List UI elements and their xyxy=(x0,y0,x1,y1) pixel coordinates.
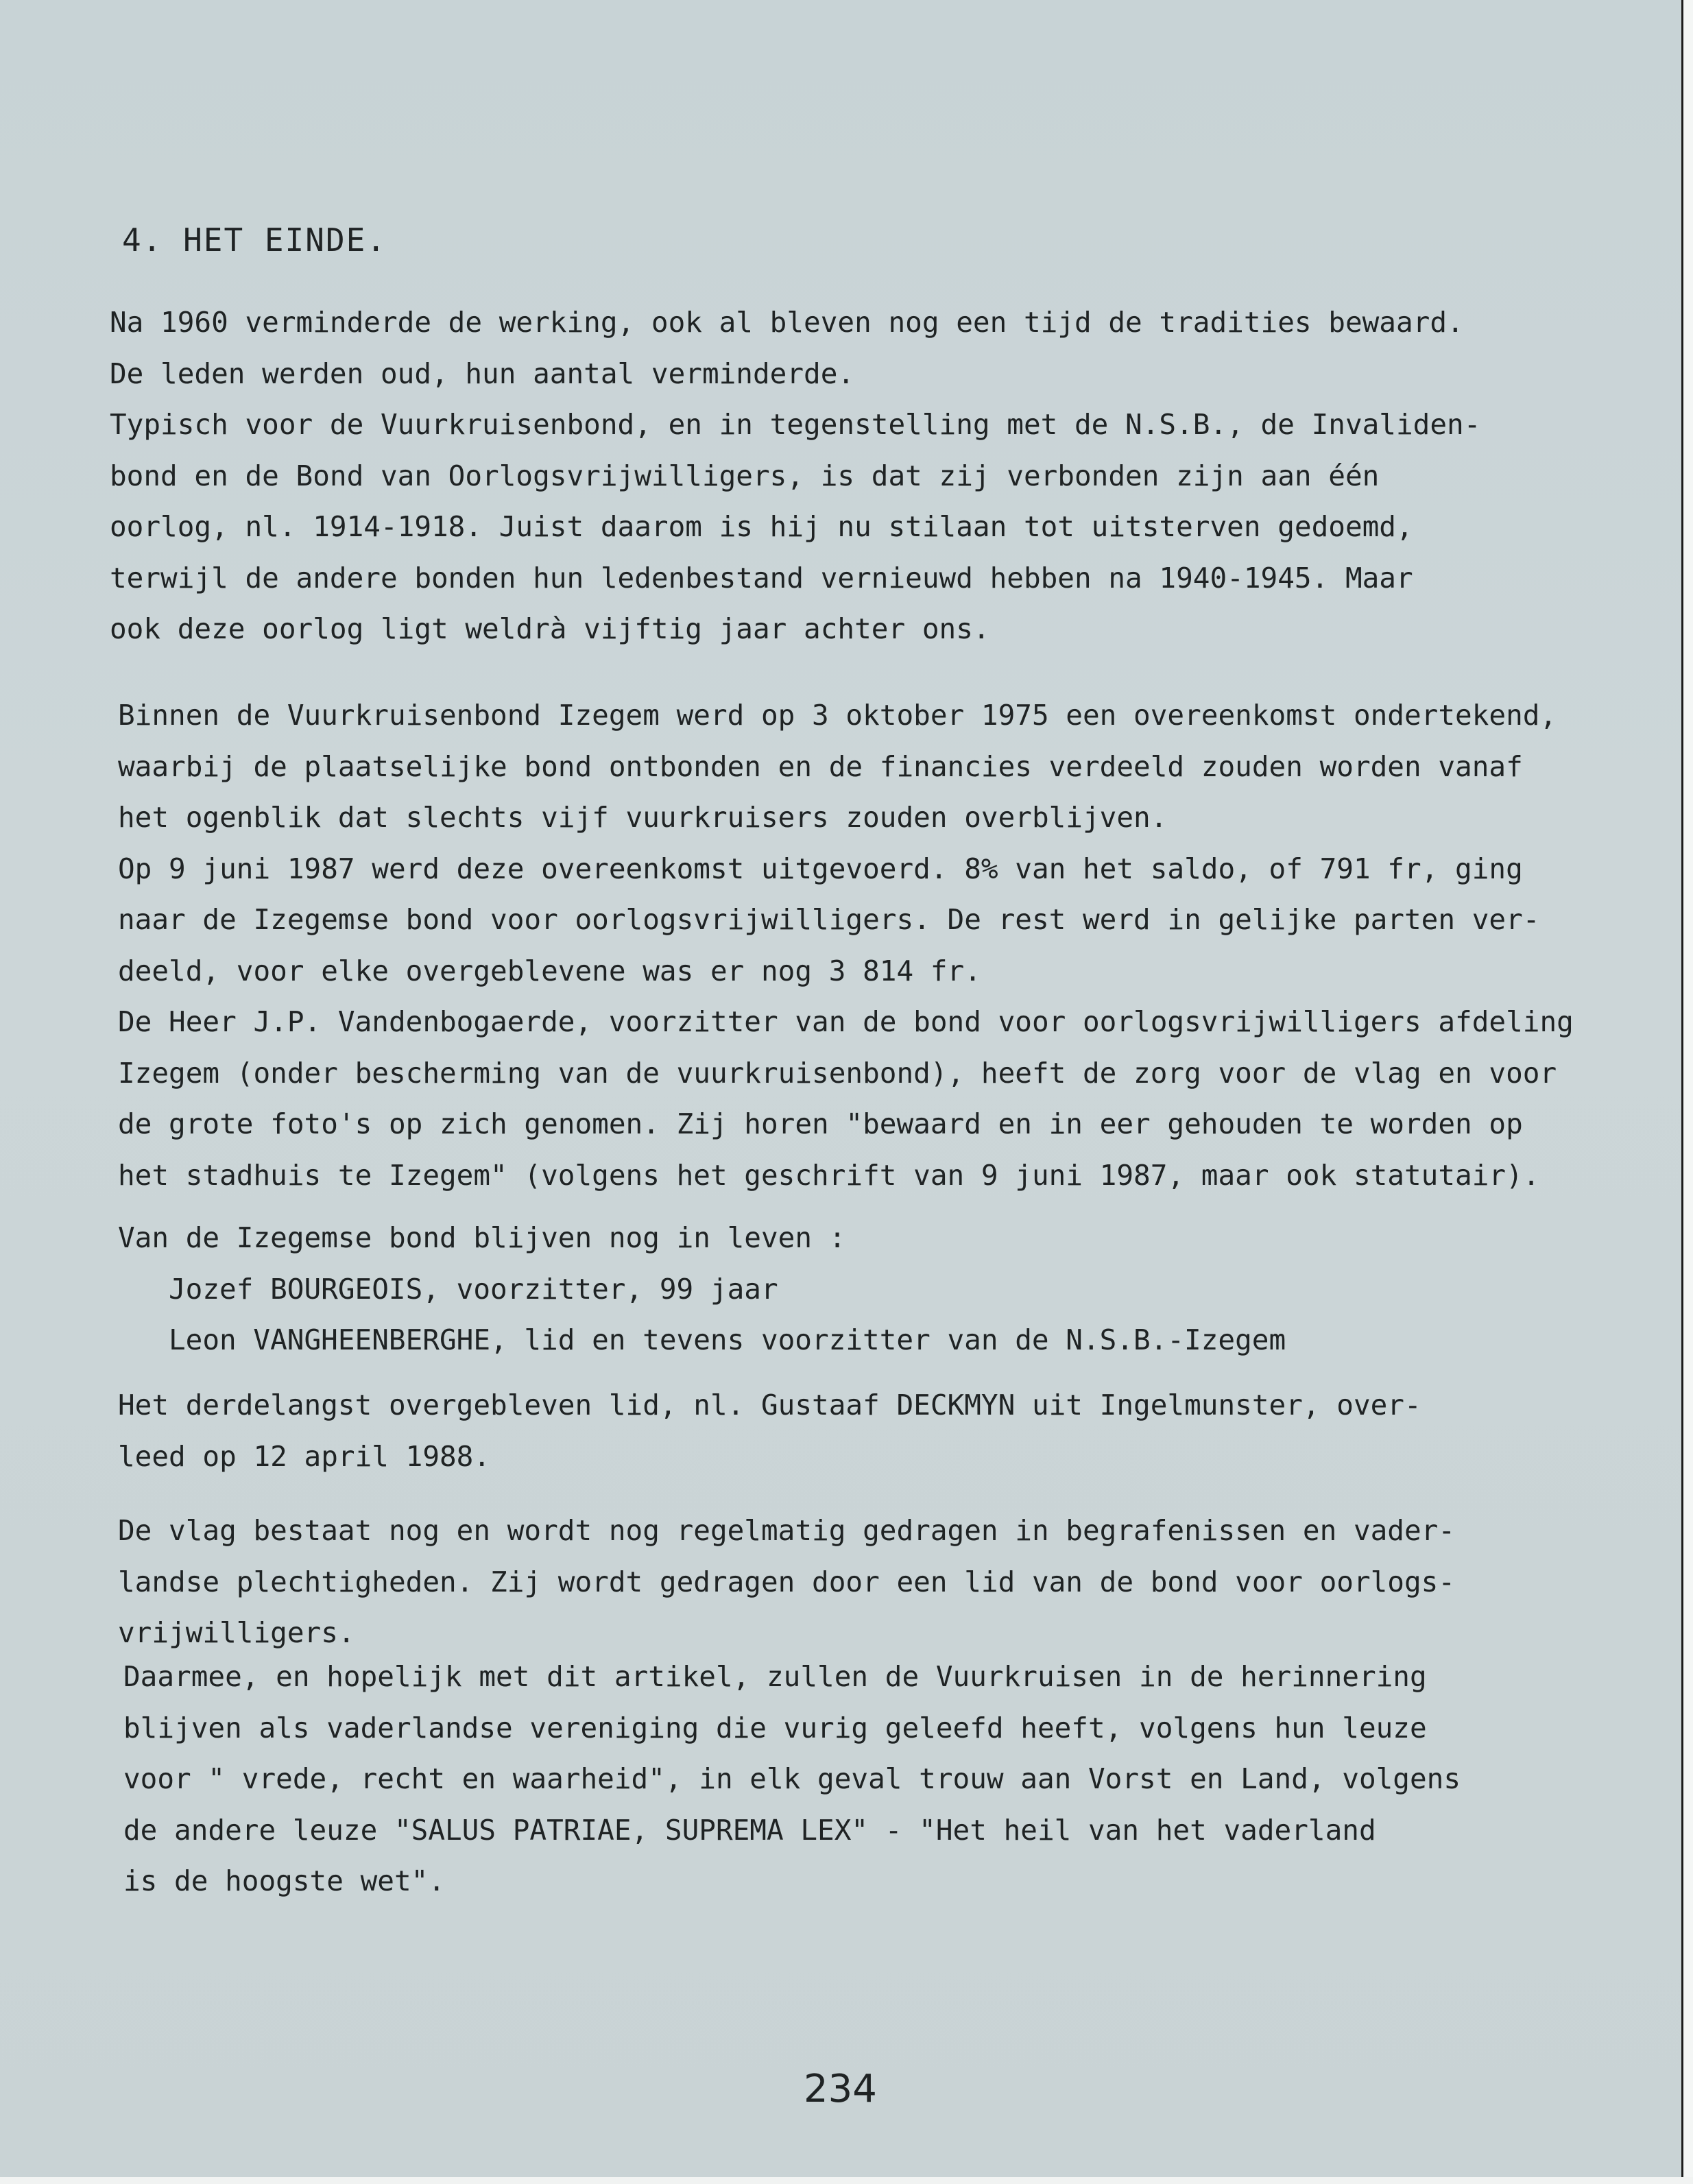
paragraph-closing xyxy=(123,1651,1461,1907)
text-line: Daarmee, en hopelijk met dit artikel, zullen de Vuurkruisen in de herinnering xyxy=(123,1660,1427,1693)
text-line: Typisch voor de Vuurkruisenbond, en in tegenstelling met de N.S.B., de Invaliden- xyxy=(110,408,1481,441)
text-line: is de hoogste wet". xyxy=(123,1864,445,1897)
text-line: het stadhuis te Izegem" (volgens het geschrift van 9 juni 1987, maar ook statutair). xyxy=(118,1158,1540,1192)
text-line: De leden werden oud, hun aantal verminderde. xyxy=(110,357,855,390)
text-line: Na 1960 verminderde de werking, ook al bleven nog een tijd de tradities bewaard. xyxy=(110,306,1464,339)
paragraph-agreement xyxy=(118,690,1574,1201)
text-line: landse plechtigheden. Zij wordt gedragen door een lid van de bond voor oorlogs- xyxy=(118,1565,1456,1598)
text-line: Het derdelangst overgebleven lid, nl. Gustaaf DECKMYN uit Ingelmunster, over- xyxy=(118,1389,1421,1421)
page-edge-bottom xyxy=(0,2177,1693,2184)
page-edge-right xyxy=(1681,0,1693,2184)
text-line: Binnen de Vuurkruisenbond Izegem werd op 3 oktober 1975 een overeenkomst ondertekend, xyxy=(118,699,1557,732)
text-line: De Heer J.P. Vandenbogaerde, voorzitter van de bond voor oorlogsvrijwilligers afdeling xyxy=(118,1005,1574,1038)
text-line: de grote foto's op zich genomen. Zij horen "bewaard en in eer gehouden te worden op xyxy=(118,1107,1523,1140)
text-line: bond en de Bond van Oorlogsvrijwilligers, is dat zij verbonden zijn aan één xyxy=(110,459,1380,492)
text-line: ook deze oorlog ligt weldrà vijftig jaar achter ons. xyxy=(110,612,990,645)
text-line: vrijwilligers. xyxy=(118,1616,355,1649)
text-line: naar de Izegemse bond voor oorlogsvrijwilligers. De rest werd in gelijke parten ver- xyxy=(118,903,1540,936)
text-line: oorlog, nl. 1914-1918. Juist daarom is hij nu stilaan tot uitsterven gedoemd, xyxy=(110,510,1413,543)
text-line: Van de Izegemse bond blijven nog in leven : xyxy=(118,1221,846,1254)
paragraph-decline xyxy=(110,297,1480,655)
text-line: deeld, voor elke overgeblevene was er nog 3 814 fr. xyxy=(118,954,981,987)
survivor-line: Leon VANGHEENBERGHE, lid en tevens voorzitter van de N.S.B.-Izegem xyxy=(169,1323,1286,1356)
text-line: terwijl de andere bonden hun ledenbestand vernieuwd hebben na 1940-1945. Maar xyxy=(110,561,1413,595)
text-line: waarbij de plaatselijke bond ontbonden en de financies verdeeld zouden worden vanaf xyxy=(118,749,1523,783)
survivor-line: Jozef BOURGEOIS, voorzitter, 99 jaar xyxy=(169,1272,778,1306)
text-line: Op 9 juni 1987 werd deze overeenkomst uitgevoerd. 8% van het saldo, of 791 fr, ging xyxy=(118,852,1523,885)
text-line: het ogenblik dat slechts vijf vuurkruisers zouden overblijven. xyxy=(118,801,1168,834)
text-line: voor " vrede, recht en waarheid", in elk geval trouw aan Vorst en Land, volgens xyxy=(123,1762,1461,1795)
text-line: blijven als vaderlandse vereniging die vurig geleefd heeft, volgens hun leuze xyxy=(123,1711,1427,1744)
section-heading: 4. HET EINDE. xyxy=(122,221,387,259)
paragraph-flag xyxy=(118,1505,1455,1659)
text-line: De vlag bestaat nog en wordt nog regelmatig gedragen in begrafenissen en vader- xyxy=(118,1514,1456,1547)
text-line: Izegem (onder bescherming van de vuurkruisenbond), heeft de zorg voor de vlag en voor xyxy=(118,1056,1557,1090)
text-line: leed op 12 april 1988. xyxy=(118,1439,491,1473)
paragraph-survivors xyxy=(118,1212,1286,1366)
text-line: de andere leuze "SALUS PATRIAE, SUPREMA LEX" - "Het heil van het vaderland xyxy=(123,1813,1376,1847)
page-number: 234 xyxy=(804,2067,877,2111)
paragraph-third-member xyxy=(118,1380,1421,1482)
